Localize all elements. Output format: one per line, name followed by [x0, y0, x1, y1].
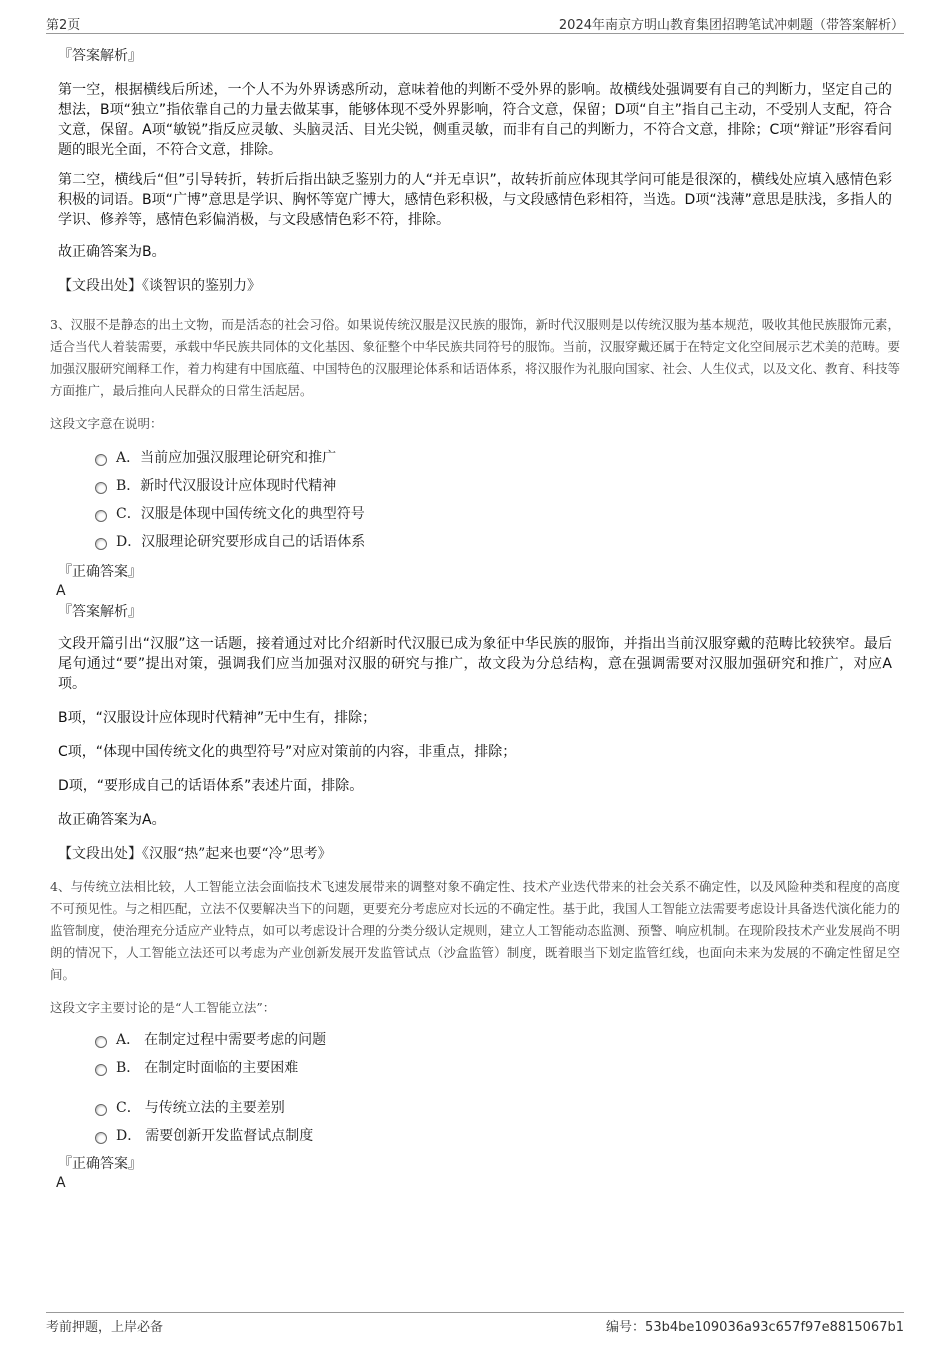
analysis-paragraph: C项，“体现中国传统文化的典型符号”对应对策前的内容，非重点，排除； [58, 744, 517, 760]
question-3-options [94, 444, 904, 556]
analysis-paragraph: 文段开篇引出“汉服”这一话题，接着通过对比介绍新时代汉服已成为象征中华民族的服饰，并指出当前汉服穿戴的范畴比较狭窄。最后尾句通过“要”提出对策，强调我们应当加强对汉服的研究与推广，故文段为分总结构，意在强调需要对汉服加强研究和推广，对应A项。 [58, 636, 892, 692]
question-4-prompt: 这段文字主要讨论的是“人工智能立法”： [50, 1000, 276, 1015]
document-title: 2024年南京方明山教育集团招聘笔试冲刺题（带答案解析） [558, 18, 904, 33]
document-id: 编号：53b4be109036a93c657f97e8815067b1 [606, 1320, 904, 1335]
radio-button[interactable] [95, 1132, 107, 1144]
answer-conclusion: 故正确答案为B。 [58, 244, 166, 260]
analysis-label: 『答案解析』 [58, 48, 142, 64]
radio-button[interactable] [95, 1036, 107, 1048]
option-b[interactable]: B． 在制定时面临的主要困难 [94, 1054, 904, 1082]
question-3-prompt: 这段文字意在说明： [50, 416, 163, 431]
answer-conclusion: 故正确答案为A。 [58, 812, 166, 828]
analysis-paragraph: 第二空，横线后“但”引导转折，转折后指出缺乏鉴别力的人“并无卓识”，故转折前应体现其学问可能是很深的，横线处应填入感情色彩积极的词语。B项“广博”意思是学识、胸怀等宽广博大，感情色彩积极，与文段感情色彩相符，当选。D项“浅薄”意思是肤浅，多指人的学识、修养等，感情色彩偏消极，与文段感情色彩不符，排除。 [58, 172, 892, 228]
question-4-text: 4、与传统立法相比较，人工智能立法会面临技术飞速发展带来的调整对象不确定性、技术产业迭代带来的社会关系不确定性，以及风险种类和程度的高度不可预见性。与之相匹配，立法不仅要解决当下的问题，更要充分考虑应对长远的不确定性。基于此，我国人工智能立法需要考虑设计具备迭代演化能力的监管制度，使治理充分适应产业特点，如可以考虑设计合理的分类分级认定规则，建立人工智能动态监测、预警、响应机制。在现阶段技术产业发展尚不明朗的情况下，人工智能立法还可以考虑为产业创新发展开发监管试点（沙盒监管）制度，既着眼当下划定监管红线，也面向未来为发展的不确定性留足空间。 [50, 879, 901, 982]
question-4-options [94, 1026, 904, 1150]
radio-button[interactable] [95, 482, 107, 494]
option-c[interactable]: C． 与传统立法的主要差别 [94, 1094, 904, 1122]
text-source: 【文段出处】《谈智识的鉴别力》 [58, 278, 261, 294]
option-a[interactable]: A． 在制定过程中需要考虑的问题 [94, 1026, 904, 1054]
radio-button[interactable] [95, 538, 107, 550]
correct-answer-label: 『正确答案』 [58, 564, 142, 580]
analysis-paragraph: D项，“要形成自己的话语体系”表述片面，排除。 [58, 778, 364, 794]
correct-answer-label: 『正确答案』 [58, 1156, 142, 1172]
page-number: 第2页 [46, 18, 81, 33]
question-3-text: 3、汉服不是静态的出土文物，而是活态的社会习俗。如果说传统汉服是汉民族的服饰，新时代汉服则是以传统汉服为基本规范，吸收其他民族服饰元素，适合当代人着装需要，承载中华民族共同体的文化基因、象征整个中华民族共同符号的服饰。当前，汉服穿戴还属于在特定文化空间展示艺术美的范畴。要加强汉服研究阐释工作，着力构建有中国底蕴、中国特色的汉服理论体系和话语体系，将汉服作为礼服向国家、社会、人生仪式，以及文化、教育、科技等方面推广，最后推向人民群众的日常生活起居。 [50, 317, 901, 398]
radio-button[interactable] [95, 454, 107, 466]
correct-answer: A [56, 583, 66, 599]
text-source: 【文段出处】《汉服“热”起来也要“冷”思考》 [58, 846, 332, 862]
option-b[interactable]: B．新时代汉服设计应体现时代精神 [94, 472, 904, 500]
analysis-label: 『答案解析』 [58, 604, 142, 620]
option-c[interactable]: C．汉服是体现中国传统文化的典型符号 [94, 500, 904, 528]
analysis-paragraph: B项，“汉服设计应体现时代精神”无中生有，排除； [58, 710, 377, 726]
option-d[interactable]: D． 需要创新开发监督试点制度 [94, 1122, 904, 1150]
radio-button[interactable] [95, 1064, 107, 1076]
footer-slogan: 考前押题，上岸必备 [46, 1320, 164, 1335]
page-header [46, 14, 904, 34]
correct-answer: A [56, 1175, 66, 1191]
radio-button[interactable] [95, 1104, 107, 1116]
radio-button[interactable] [95, 510, 107, 522]
analysis-paragraph: 第一空，根据横线后所述，一个人不为外界诱惑所动，意味着他的判断不受外界的影响。故横线处强调要有自己的判断力，坚定自己的想法，B项“独立”指依靠自己的力量去做某事，能够体现不受外界影响，符合文意，保留；D项“自主”指自己主动，不受别人支配，符合文意，保留。A项“敏锐”指反应灵敏、头脑灵活、目光尖锐，侧重灵敏，而非有自己的判断力，不符合文意，排除；C项“辩证”形容看问题的眼光全面，不符合文意，排除。 [58, 82, 892, 158]
page-footer [46, 1312, 904, 1335]
page-content [46, 46, 904, 1192]
option-a[interactable]: A．当前应加强汉服理论研究和推广 [94, 444, 904, 472]
option-d[interactable]: D．汉服理论研究要形成自己的话语体系 [94, 528, 904, 556]
